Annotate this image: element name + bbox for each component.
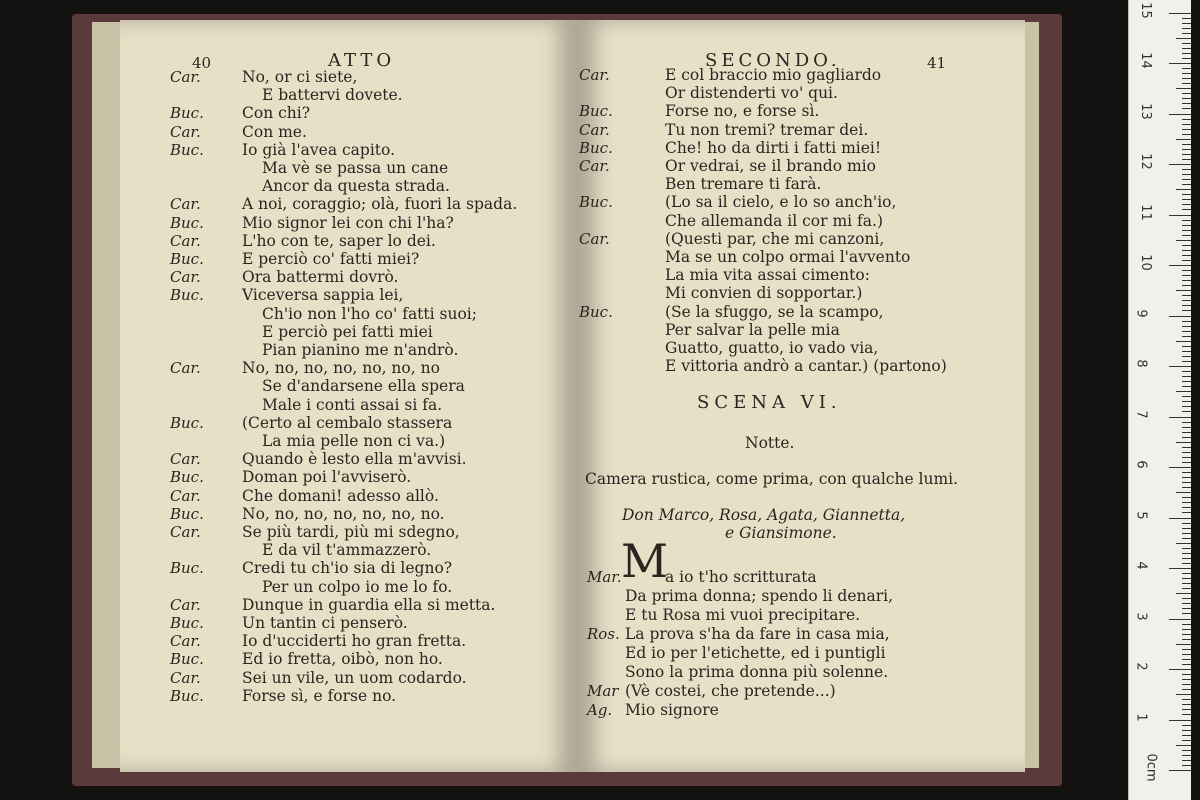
- ruler-tick: [1169, 366, 1191, 367]
- ruler-tick: [1182, 371, 1191, 372]
- ruler-tick: [1182, 184, 1191, 185]
- ruler-tick: [1182, 689, 1191, 690]
- verse-line: (Lo sa il cielo, e lo so anch'io,: [665, 193, 897, 212]
- ruler-tick: [1182, 68, 1191, 69]
- ruler-tick: [1182, 523, 1191, 524]
- scene-time: Notte.: [745, 434, 795, 452]
- ruler-label: 10: [1137, 254, 1153, 271]
- ruler-tick: [1182, 507, 1191, 508]
- verse-line: Con chi?: [242, 104, 311, 123]
- ruler-tick: [1176, 290, 1191, 291]
- verse-line: E battervi dovete.: [262, 86, 403, 105]
- verse-line: Or distenderti vo' qui.: [665, 84, 838, 103]
- right-page-number: 41: [927, 54, 947, 72]
- ruler-tick: [1169, 619, 1191, 620]
- dialogue-line: Sono la prima donna più solenne.: [625, 663, 889, 681]
- ruler-tick: [1176, 189, 1191, 190]
- ruler-tick: [1169, 720, 1191, 721]
- ruler-tick: [1182, 280, 1191, 281]
- ruler-label: 15: [1137, 1, 1153, 19]
- speaker-label: Car.: [170, 668, 201, 687]
- ruler-tick: [1182, 129, 1191, 130]
- ruler-label: 8: [1133, 359, 1149, 368]
- ruler-label: 13: [1137, 102, 1153, 120]
- verse-line: Ora battermi dovrò.: [242, 268, 399, 287]
- right-page-header: SECONDO.: [705, 50, 841, 71]
- ruler-tick: [1182, 134, 1191, 135]
- scene-setting: Camera rustica, come prima, con qualche lumi.: [585, 470, 959, 488]
- ruler-tick: [1182, 336, 1191, 337]
- ruler-tick: [1182, 457, 1191, 458]
- speaker-label: Car.: [170, 595, 201, 614]
- speaker-label: Buc.: [170, 686, 204, 705]
- ruler-tick: [1182, 376, 1191, 377]
- verse-line: Un tantin ci penserò.: [242, 614, 408, 632]
- ruler-tick: [1182, 699, 1191, 700]
- ruler-tick: [1182, 270, 1191, 271]
- ruler-tick: [1182, 48, 1191, 49]
- ruler-label: 4: [1133, 561, 1149, 570]
- cast-line-1: Don Marco, Rosa, Agata, Giannetta,: [622, 506, 906, 524]
- ruler-label: 3: [1133, 611, 1149, 621]
- speaker-label: Mar: [587, 682, 619, 700]
- ruler-tick: [1182, 331, 1191, 332]
- ruler-tick: [1182, 159, 1191, 160]
- verse-line: Pian pianino me n'andrò.: [262, 341, 459, 359]
- ruler-tick: [1182, 750, 1191, 751]
- ruler-tick: [1182, 28, 1191, 29]
- verse-line: Sei un vile, un uom codardo.: [242, 668, 467, 687]
- ruler-tick: [1182, 740, 1191, 741]
- ruler-tick: [1176, 88, 1191, 89]
- verse-line: Che domani! adesso allò.: [242, 486, 439, 505]
- ruler-tick: [1182, 664, 1191, 665]
- ruler-tick: [1182, 462, 1191, 463]
- ruler-tick: [1182, 608, 1191, 609]
- ruler-tick: [1182, 548, 1191, 549]
- ruler-tick: [1182, 225, 1191, 226]
- ruler-tick: [1182, 305, 1191, 306]
- ruler-label: 5: [1133, 510, 1149, 520]
- ruler-tick: [1182, 209, 1191, 210]
- verse-line: Io già l'avea capito.: [242, 140, 396, 159]
- ruler-tick: [1182, 250, 1191, 251]
- verse-line: Che allemanda il cor mi fa.): [665, 211, 884, 230]
- speaker-label: Car.: [579, 120, 610, 139]
- ruler-tick: [1182, 356, 1191, 357]
- ruler-tick: [1169, 63, 1191, 64]
- ruler-tick: [1182, 285, 1191, 286]
- ruler-tick: [1182, 533, 1191, 534]
- ruler-tick: [1182, 725, 1191, 726]
- verse-line: Che! ho da dirti i fatti miei!: [665, 138, 882, 157]
- left-page-number: 40: [192, 54, 212, 72]
- ruler-tick: [1169, 417, 1191, 418]
- ruler-tick: [1169, 13, 1191, 14]
- verse-line: A noi, coraggio; olà, fuori la spada.: [242, 195, 518, 214]
- speaker-label: Car.: [170, 359, 201, 378]
- ruler-tick: [1182, 583, 1191, 584]
- ruler-tick: [1182, 735, 1191, 736]
- verse-line: Ancor da questa strada.: [262, 177, 450, 196]
- ruler-tick: [1182, 381, 1191, 382]
- ruler-tick: [1182, 260, 1191, 261]
- verse-line: Male i conti assai si fa.: [262, 395, 443, 414]
- ruler-label: 1: [1133, 712, 1149, 722]
- speaker-label: Buc.: [579, 302, 613, 321]
- verse-line: Doman poi l'avviserò.: [242, 468, 412, 487]
- speaker-label: Mar.: [587, 568, 622, 586]
- speaker-label: Car.: [170, 122, 201, 141]
- ruler-tick: [1176, 442, 1191, 443]
- ruler-tick: [1182, 502, 1191, 503]
- ruler-tick: [1176, 593, 1191, 594]
- ruler-tick: [1182, 684, 1191, 685]
- ruler-tick: [1182, 447, 1191, 448]
- dialogue-line: a io t'ho scritturata: [665, 568, 817, 586]
- ruler-tick: [1182, 659, 1191, 660]
- verse-line: Se d'andarsene ella spera: [262, 377, 465, 396]
- verse-line: Ma se un colpo ormai l'avvento: [665, 248, 911, 266]
- speaker-label: Car.: [170, 486, 201, 505]
- ruler-tick: [1182, 245, 1191, 246]
- ruler-tick: [1176, 391, 1191, 392]
- right-page: [577, 20, 1025, 772]
- ruler-tick: [1182, 33, 1191, 34]
- ruler-tick: [1182, 654, 1191, 655]
- speaker-label: Buc.: [579, 102, 613, 121]
- speaker-label: Ag.: [587, 701, 613, 719]
- verse-line: Mi convien di sopportar.): [665, 284, 863, 303]
- speaker-label: Car.: [170, 231, 201, 250]
- ruler-tick: [1182, 709, 1191, 710]
- verse-line: (Se la sfuggo, se la scampo,: [665, 302, 884, 321]
- ruler-tick: [1182, 573, 1191, 574]
- ruler-tick: [1182, 199, 1191, 200]
- ruler-tick: [1182, 437, 1191, 438]
- verse-line: E da vil t'ammazzerò.: [262, 541, 432, 560]
- ruler-tick: [1182, 321, 1191, 322]
- ruler-tick: [1182, 427, 1191, 428]
- verse-line: Con me.: [242, 122, 307, 141]
- ruler-tick: [1176, 543, 1191, 544]
- verse-line: E col braccio mio gagliardo: [665, 66, 882, 84]
- ruler-tick: [1182, 43, 1191, 44]
- verse-line: Or vedrai, se il brando mio: [665, 157, 876, 175]
- verse-line: Per salvar la pelle mia: [665, 320, 840, 339]
- ruler-tick: [1182, 255, 1191, 256]
- verse-line: Quando è lesto ella m'avvisi.: [242, 450, 467, 469]
- ruler-tick: [1182, 169, 1191, 170]
- left-page-header: ATTO: [328, 50, 396, 71]
- speaker-label: Buc.: [170, 140, 204, 159]
- ruler-tick: [1182, 230, 1191, 231]
- verse-line: Ma vè se passa un cane: [262, 159, 449, 177]
- verse-line: (Certo al cembalo stassera: [242, 413, 453, 432]
- verse-line: Tu non tremi? tremar dei.: [665, 120, 869, 139]
- ruler-tick: [1182, 174, 1191, 175]
- speaker-label: Buc.: [170, 504, 204, 523]
- ruler-tick: [1182, 639, 1191, 640]
- ruler-tick: [1176, 644, 1191, 645]
- ruler-tick: [1182, 477, 1191, 478]
- speaker-label: Car.: [579, 66, 610, 84]
- ruler-tick: [1182, 326, 1191, 327]
- dialogue-line: Ed io per l'etichette, ed i puntigli: [625, 644, 886, 662]
- dialogue-line: Da prima donna; spendo li denari,: [625, 587, 894, 605]
- speaker-label: Car.: [170, 523, 201, 541]
- ruler-tick: [1182, 563, 1191, 564]
- ruler-tick: [1182, 275, 1191, 276]
- ruler-tick: [1176, 240, 1191, 241]
- ruler-tick: [1182, 512, 1191, 513]
- verse-line: E vittoria andrò a cantar.) (partono): [665, 357, 947, 376]
- ruler-tick: [1182, 558, 1191, 559]
- speaker-label: Buc.: [170, 650, 204, 669]
- ruler-tick: [1182, 497, 1191, 498]
- ruler-tick: [1182, 361, 1191, 362]
- ruler-tick: [1182, 452, 1191, 453]
- ruler-tick: [1176, 745, 1191, 746]
- ruler-tick: [1176, 492, 1191, 493]
- ruler-tick: [1182, 674, 1191, 675]
- ruler-tick: [1182, 411, 1191, 412]
- verse-line: Guatto, guatto, io vado via,: [665, 339, 879, 357]
- cast-line-2: e Giansimone.: [725, 524, 837, 542]
- verse-line: Ch'io non l'ho co' fatti suoi;: [262, 304, 477, 323]
- ruler-tick: [1182, 714, 1191, 715]
- ruler-tick: [1182, 53, 1191, 54]
- verse-line: La mia vita assai cimento:: [665, 266, 870, 285]
- speaker-label: Car.: [170, 632, 201, 651]
- speaker-label: Car.: [170, 195, 201, 214]
- ruler-tick: [1182, 679, 1191, 680]
- ruler-tick: [1182, 406, 1191, 407]
- ruler-tick: [1169, 568, 1191, 569]
- ruler-tick: [1182, 613, 1191, 614]
- ruler-tick: [1182, 346, 1191, 347]
- ruler-tick: [1182, 23, 1191, 24]
- ruler-tick: [1182, 295, 1191, 296]
- ruler-tick: [1176, 694, 1191, 695]
- ruler-tick: [1182, 538, 1191, 539]
- speaker-label: Car.: [579, 157, 610, 175]
- speaker-label: Car.: [170, 268, 201, 287]
- ruler-tick: [1169, 114, 1191, 115]
- ruler-tick: [1182, 98, 1191, 99]
- ruler-tick: [1169, 518, 1191, 519]
- verse-line: Forse no, e forse sì.: [665, 102, 820, 121]
- ruler-tick: [1182, 588, 1191, 589]
- ruler-tick: [1182, 396, 1191, 397]
- speaker-label: Car.: [170, 68, 201, 86]
- dialogue-line: La prova s'ha da fare in casa mia,: [625, 625, 890, 643]
- verse-line: Per un colpo io me lo fo.: [262, 577, 453, 596]
- speaker-label: Buc.: [170, 468, 204, 487]
- speaker-label: Car.: [579, 229, 610, 248]
- ruler-tick: [1182, 730, 1191, 731]
- ruler-tick: [1182, 73, 1191, 74]
- ruler-tick: [1182, 422, 1191, 423]
- left-page-edges: [92, 22, 122, 768]
- ruler-tick: [1182, 553, 1191, 554]
- verse-line: No, no, no, no, no, no, no.: [242, 504, 445, 523]
- speaker-label: Buc.: [170, 559, 204, 578]
- verse-line: Mio signor lei con chi l'ha?: [242, 213, 454, 232]
- verse-line: No, no, no, no, no, no, no: [242, 359, 440, 378]
- ruler-tick: [1176, 38, 1191, 39]
- ruler-tick: [1182, 704, 1191, 705]
- speaker-label: Buc.: [170, 104, 204, 123]
- ruler-tick: [1182, 58, 1191, 59]
- ruler-tick: [1182, 119, 1191, 120]
- ruler-tick: [1182, 629, 1191, 630]
- ruler-tick: [1182, 18, 1191, 19]
- ruler-tick: [1182, 179, 1191, 180]
- ruler-tick: [1169, 215, 1191, 216]
- speaker-label: Ros.: [587, 625, 620, 643]
- ruler-tick: [1182, 482, 1191, 483]
- ruler-tick: [1182, 149, 1191, 150]
- ruler-label: 0cm: [1143, 753, 1159, 782]
- verse-line: Forse sì, e forse no.: [242, 686, 397, 705]
- speaker-label: Car.: [170, 450, 201, 469]
- verse-line: E perciò co' fatti miei?: [242, 250, 420, 268]
- verse-line: Io d'ucciderti ho gran fretta.: [242, 632, 467, 651]
- scene-title: SCENA VI.: [697, 392, 842, 413]
- speaker-label: Buc.: [170, 413, 204, 432]
- ruler-tick: [1182, 194, 1191, 195]
- ruler-label: 11: [1137, 203, 1153, 221]
- speaker-label: Buc.: [170, 286, 204, 305]
- ruler-tick: [1169, 164, 1191, 165]
- ruler-tick: [1182, 78, 1191, 79]
- ruler-tick: [1182, 624, 1191, 625]
- ruler-tick: [1182, 386, 1191, 387]
- ruler-label: 14: [1137, 52, 1153, 69]
- ruler-tick: [1169, 265, 1191, 266]
- ruler-tick: [1182, 204, 1191, 205]
- ruler-tick: [1182, 578, 1191, 579]
- ruler-tick: [1182, 755, 1191, 756]
- ruler-tick: [1182, 528, 1191, 529]
- ruler-label: 9: [1133, 308, 1149, 318]
- verse-line: Se più tardi, più mi sdegno,: [242, 523, 460, 541]
- speaker-label: Buc.: [170, 614, 204, 632]
- dialogue-line: E tu Rosa mi vuoi precipitare.: [625, 606, 861, 624]
- verse-line: Dunque in guardia ella si metta.: [242, 595, 496, 614]
- right-page-edges: [1025, 22, 1039, 768]
- ruler-tick: [1182, 432, 1191, 433]
- speaker-label: Buc.: [170, 250, 204, 268]
- ruler-tick: [1182, 472, 1191, 473]
- drop-cap: M: [621, 534, 669, 588]
- left-page: [120, 20, 577, 772]
- ruler-tick: [1182, 93, 1191, 94]
- ruler-tick: [1182, 310, 1191, 311]
- verse-line: (Questi par, che mi canzoni,: [665, 229, 885, 248]
- ruler-label: 7: [1133, 409, 1149, 419]
- ruler-tick: [1182, 124, 1191, 125]
- verse-line: No, or ci siete,: [242, 68, 358, 86]
- ruler-tick: [1182, 235, 1191, 236]
- verse-line: E perciò pei fatti miei: [262, 322, 433, 341]
- verse-line: Ed io fretta, oibò, non ho.: [242, 650, 443, 669]
- ruler-tick: [1182, 103, 1191, 104]
- ruler-tick: [1182, 634, 1191, 635]
- ruler-label: 6: [1133, 460, 1149, 469]
- ruler-tick: [1176, 139, 1191, 140]
- ruler-tick: [1169, 669, 1191, 670]
- verse-line: Credi tu ch'io sia di legno?: [242, 559, 453, 578]
- dialogue-line: (Vè costei, che pretende...): [625, 682, 836, 700]
- ruler-tick: [1182, 300, 1191, 301]
- dialogue-line: Mio signore: [625, 701, 719, 719]
- verse-line: Viceversa sappia lei,: [242, 286, 404, 305]
- ruler-tick: [1169, 467, 1191, 468]
- ruler-tick: [1176, 341, 1191, 342]
- ruler-tick: [1182, 765, 1191, 766]
- ruler-tick: [1182, 401, 1191, 402]
- ruler-tick: [1182, 598, 1191, 599]
- ruler-tick: [1169, 316, 1191, 317]
- ruler-tick: [1182, 760, 1191, 761]
- ruler-tick: [1182, 603, 1191, 604]
- ruler-tick: [1182, 487, 1191, 488]
- speaker-label: Buc.: [579, 138, 613, 157]
- ruler-tick: [1182, 108, 1191, 109]
- ruler-tick: [1182, 351, 1191, 352]
- measuring-ruler: [1128, 0, 1191, 800]
- ruler-tick: [1182, 649, 1191, 650]
- ruler-tick: [1182, 220, 1191, 221]
- ruler-label: 2: [1133, 662, 1149, 671]
- ruler-tick: [1169, 770, 1191, 771]
- ruler-tick: [1182, 154, 1191, 155]
- ruler-tick: [1182, 83, 1191, 84]
- verse-line: L'ho con te, saper lo dei.: [242, 231, 436, 250]
- ruler-tick: [1182, 144, 1191, 145]
- ruler-label: 12: [1137, 153, 1153, 170]
- verse-line: Ben tremare ti farà.: [665, 175, 822, 194]
- speaker-label: Buc.: [579, 193, 613, 212]
- verse-line: La mia pelle non ci va.): [262, 432, 446, 450]
- speaker-label: Buc.: [170, 213, 204, 232]
